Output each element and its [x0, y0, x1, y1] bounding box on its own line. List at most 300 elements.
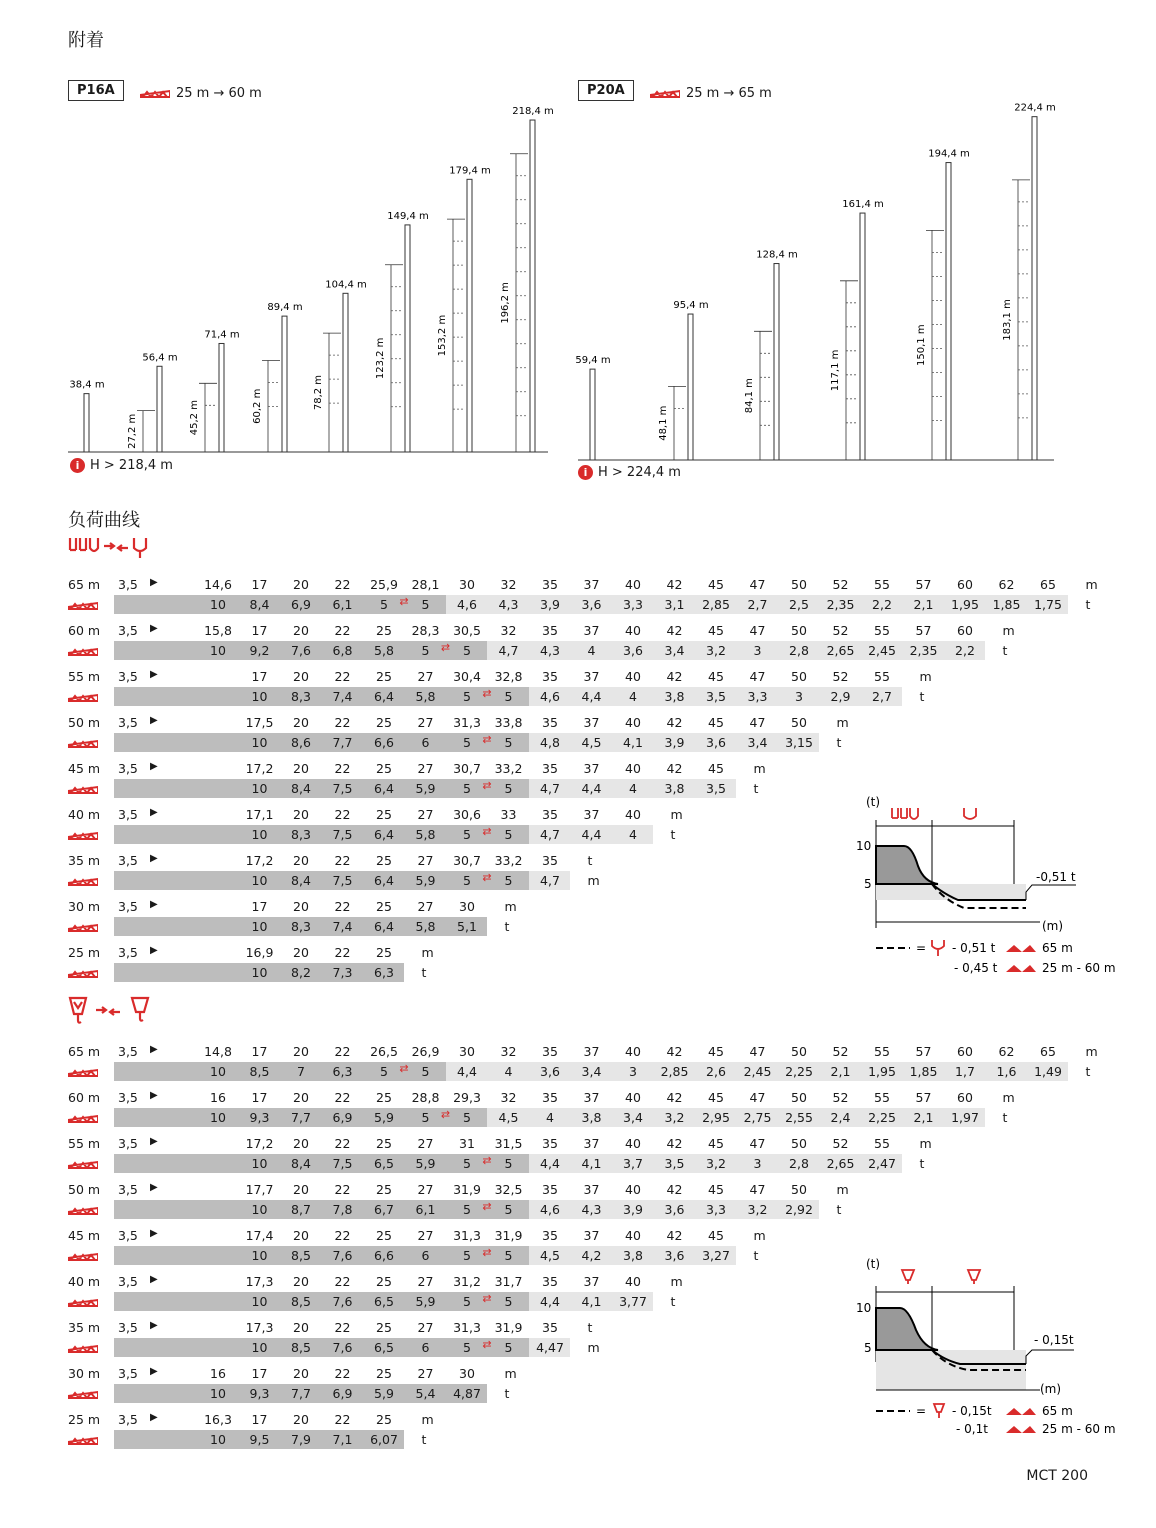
radius-value: 42: [666, 669, 683, 684]
load-value: 10: [251, 873, 268, 888]
radius-value: 27: [417, 899, 434, 914]
load-value: 10: [251, 1294, 268, 1309]
tower-height-label: 59,4 m: [575, 355, 611, 367]
load-value: 9,3: [249, 1110, 270, 1125]
load-value: 5: [504, 1294, 513, 1309]
load-value: 10: [251, 919, 268, 934]
load-value: 3,4: [664, 643, 685, 658]
radius-value: 25: [376, 1412, 392, 1427]
load-value: 4,6: [457, 597, 477, 612]
jib-range-text: 25 m → 60 m: [176, 86, 262, 101]
play-arrow-icon: ▶: [150, 669, 158, 680]
radius-value: 55: [874, 1044, 890, 1059]
page-title: 附着: [68, 30, 104, 51]
radius-value: 30: [459, 1366, 475, 1381]
tower-mast: [343, 293, 348, 452]
svg-text:=: =: [916, 941, 927, 955]
radius-value: 52: [832, 623, 849, 638]
load-value: 7,5: [332, 873, 353, 888]
tower-mast: [467, 179, 472, 452]
radius-value: 20: [293, 1412, 309, 1427]
load-value: 2,1: [913, 1110, 934, 1125]
radius-value: 47: [749, 1090, 766, 1105]
load-value: 7,6: [291, 643, 311, 658]
radius-value: 40: [625, 623, 641, 638]
radius-value: 30: [459, 899, 475, 914]
load-value: 5: [504, 1156, 513, 1171]
radius-value: 45: [708, 669, 724, 684]
radius-value: 47: [749, 1182, 766, 1197]
jib-length: 35 m: [68, 853, 101, 868]
radius-value: 17,2: [245, 1136, 274, 1151]
tie-height-label: 183,1 m: [1002, 299, 1013, 341]
svg-text:(t): (t): [866, 1257, 881, 1271]
height-note-text: H > 218,4 m: [90, 458, 173, 473]
load-value: 9,5: [249, 1432, 270, 1447]
play-arrow-icon: ▶: [150, 1412, 158, 1423]
tower-height-label: 56,4 m: [142, 352, 178, 364]
load-value: 2,9: [830, 689, 851, 704]
tower-height-label: 89,4 m: [267, 302, 303, 314]
jib-length: 65 m: [68, 1044, 101, 1059]
radius-value: 37: [583, 1044, 600, 1059]
jib-icon: [68, 1160, 98, 1169]
load-value: 7,7: [291, 1110, 311, 1125]
radius-value: 20: [293, 899, 309, 914]
unit-label: t: [836, 735, 842, 750]
load-value: 4,5: [540, 1248, 560, 1263]
radius-value: 30: [459, 1044, 475, 1059]
jib-icon: [68, 1298, 98, 1307]
play-arrow-icon: ▶: [150, 1090, 158, 1101]
radius-value: 60: [957, 1044, 973, 1059]
radius-value: 32: [500, 623, 517, 638]
load-value: 6,9: [332, 1386, 353, 1401]
radius-value: 17: [251, 899, 268, 914]
min-radius: 3,5: [118, 1228, 138, 1243]
load-value: 10: [210, 1110, 226, 1125]
play-arrow-icon: ▶: [150, 1136, 158, 1147]
min-radius: 3,5: [118, 899, 138, 914]
load-value: 4,4: [581, 781, 602, 796]
load-value: 2,4: [830, 1110, 851, 1125]
load-value: 3,6: [664, 1202, 685, 1217]
load-value: 3,8: [664, 781, 685, 796]
radius-value: 37: [583, 669, 600, 684]
tower-mast: [946, 163, 951, 460]
radius-value: 22: [334, 1320, 351, 1335]
load-value: 4,6: [540, 1202, 560, 1217]
radius-value: 45: [708, 1182, 724, 1197]
unit-label: t: [421, 965, 427, 980]
load-value: 10: [251, 1202, 268, 1217]
load-value: 3,7: [623, 1156, 643, 1171]
unit-label: t: [1085, 597, 1091, 612]
radius-value: 50: [791, 1136, 807, 1151]
radius-value: 30,7: [453, 853, 481, 868]
load-value: 3,4: [581, 1064, 602, 1079]
unit-label: t: [1002, 1110, 1008, 1125]
radius-value: 45: [708, 1044, 724, 1059]
radius-value: 22: [334, 853, 351, 868]
jib-icon: [68, 1114, 98, 1123]
load-value: 5: [463, 873, 471, 888]
radius-value: 20: [293, 1136, 309, 1151]
load-value: 6,3: [374, 965, 394, 980]
radius-value: 31,3: [453, 1320, 481, 1335]
unit-label: m: [1085, 577, 1098, 592]
radius-value: 14,8: [204, 1044, 232, 1059]
svg-text:- 0,45 t: - 0,45 t: [954, 961, 998, 975]
load-value: 10: [251, 827, 268, 842]
radius-value: 27: [417, 1274, 434, 1289]
unit-label: m: [1002, 1090, 1015, 1105]
load-value: 8,3: [291, 827, 311, 842]
load-value: 4,3: [540, 643, 560, 658]
load-value: 10: [210, 1432, 226, 1447]
tie-height-label: 117,1 m: [830, 349, 841, 392]
swap-icon: ⇄: [399, 1062, 409, 1075]
load-value: 5,8: [415, 919, 436, 934]
jib-icon: [68, 1206, 98, 1215]
jib-length: 60 m: [68, 623, 101, 638]
load-value: 6,3: [332, 1064, 353, 1079]
unit-label: t: [587, 1320, 593, 1335]
swap-icon: ⇄: [482, 733, 492, 746]
radius-value: 40: [625, 1044, 641, 1059]
min-radius: 3,5: [118, 1090, 138, 1105]
radius-value: 31,9: [494, 1228, 523, 1243]
jib-icon: [68, 1252, 98, 1261]
load-value: 5: [504, 735, 513, 750]
svg-text:65 m: 65 m: [1042, 1404, 1073, 1418]
radius-value: 22: [334, 1044, 351, 1059]
load-value: 6,1: [332, 597, 353, 612]
load-value: 2,25: [785, 1064, 813, 1079]
radius-value: 55: [874, 577, 890, 592]
load-value: 5: [380, 597, 388, 612]
load-diagram-2: [848, 1252, 1138, 1452]
unit-label: m: [753, 1228, 766, 1243]
radius-value: 32,8: [494, 669, 523, 684]
radius-value: 40: [625, 1090, 641, 1105]
svg-text:5: 5: [864, 1341, 872, 1355]
play-arrow-icon: ▶: [150, 577, 158, 588]
radius-value: 42: [666, 623, 683, 638]
unit-label: t: [504, 919, 510, 934]
swap-icon: ⇄: [482, 1338, 492, 1351]
radius-value: 15,8: [204, 623, 232, 638]
unit-label: m: [836, 1182, 849, 1197]
load-value: 6,4: [374, 827, 394, 842]
load-value: 5,9: [415, 873, 436, 888]
load-value: 2,5: [789, 597, 809, 612]
load-value: 3,3: [747, 689, 768, 704]
load-value: 10: [251, 689, 268, 704]
load-value: 5: [504, 1202, 513, 1217]
load-value: 2,85: [702, 597, 730, 612]
load-value: 3,2: [747, 1202, 768, 1217]
min-radius: 3,5: [118, 1366, 138, 1381]
load-value: 5: [421, 1064, 430, 1079]
unit-label: m: [836, 715, 849, 730]
min-radius: 3,5: [118, 1182, 138, 1197]
swap-icon: ⇄: [482, 779, 492, 792]
load-value: 3: [753, 1156, 762, 1171]
jib-length: 50 m: [68, 715, 101, 730]
radius-value: 35: [542, 669, 558, 684]
load-value: 4: [629, 827, 637, 842]
jib-length: 35 m: [68, 1320, 101, 1335]
jib-icon: [68, 1390, 98, 1399]
load-value: 5: [504, 781, 513, 796]
load-row: [0, 623, 1156, 663]
load-value: 10: [251, 965, 268, 980]
height-note-text: H > 224,4 m: [598, 465, 681, 480]
load-value: 4,5: [498, 1110, 519, 1125]
radius-value: 33,2: [494, 761, 523, 776]
radius-value: 22: [334, 623, 351, 638]
load-value: 6: [421, 1340, 430, 1355]
load-value: 4,3: [581, 1202, 602, 1217]
load-value: 4,7: [540, 781, 560, 796]
radius-value: 35: [542, 1044, 558, 1059]
load-value: 4,7: [540, 827, 560, 842]
load-value: 8,5: [291, 1340, 311, 1355]
radius-value: 16: [210, 1366, 226, 1381]
radius-value: 45: [708, 1228, 724, 1243]
tower-mast: [688, 314, 693, 460]
swap-icon: ⇄: [482, 687, 492, 700]
load-value: 3,9: [664, 735, 685, 750]
unit-label: m: [919, 1136, 932, 1151]
load-value: 7,8: [332, 1202, 353, 1217]
radius-value: 32,5: [494, 1182, 523, 1197]
config-label-left: P16A: [68, 80, 124, 101]
unit-label: m: [504, 899, 517, 914]
load-value: 5: [421, 597, 430, 612]
play-arrow-icon: ▶: [150, 945, 158, 956]
load-value: 2,75: [743, 1110, 772, 1125]
radius-value: 32: [500, 577, 517, 592]
radius-value: 22: [334, 1366, 351, 1381]
min-radius: 3,5: [118, 715, 138, 730]
unit-label: t: [421, 1432, 427, 1447]
svg-text:- 0,1t: - 0,1t: [956, 1422, 988, 1436]
load-value: 10: [251, 735, 268, 750]
unit-label: t: [504, 1386, 510, 1401]
jib-icon: [68, 831, 98, 840]
radius-value: 17: [251, 1412, 268, 1427]
load-value: 2,2: [955, 643, 975, 658]
load-value: 2,95: [702, 1110, 730, 1125]
unit-label: m: [1002, 623, 1015, 638]
radius-value: 42: [666, 761, 683, 776]
load-value: 4: [546, 1110, 554, 1125]
jib-icon: [68, 693, 98, 702]
load-value: 4: [629, 689, 637, 704]
unit-label: t: [753, 1248, 759, 1263]
load-value: 7,3: [332, 965, 353, 980]
jib-length: 40 m: [68, 807, 101, 822]
load-value: 5,8: [374, 643, 394, 658]
load-value: 3: [629, 1064, 637, 1079]
min-radius: 3,5: [118, 669, 138, 684]
load-value: 5,9: [374, 1110, 394, 1125]
load-value: 6: [421, 1248, 430, 1263]
tower-mast: [219, 343, 224, 452]
tower-height-label: 194,4 m: [928, 148, 970, 160]
svg-text:=: =: [916, 1404, 927, 1418]
load-value: 6,9: [332, 1110, 353, 1125]
load-value: 10: [210, 643, 226, 658]
radius-value: 31,9: [453, 1182, 481, 1197]
unit-label: m: [587, 873, 600, 888]
radius-value: 17,5: [245, 715, 274, 730]
radius-value: 65: [1040, 1044, 1056, 1059]
radius-value: 25: [376, 1274, 392, 1289]
radius-value: 35: [542, 761, 558, 776]
radius-value: 30,6: [453, 807, 481, 822]
load-value: 4,1: [581, 1156, 602, 1171]
load-value: 2,25: [868, 1110, 896, 1125]
radius-value: 20: [293, 1182, 309, 1197]
load-value: 8,2: [291, 965, 311, 980]
load-value: 8,4: [291, 1156, 311, 1171]
load-value: 8,4: [291, 781, 311, 796]
radius-value: 17: [251, 577, 268, 592]
radius-value: 37: [583, 807, 600, 822]
load-value: 7,9: [291, 1432, 311, 1447]
load-value: 9,2: [249, 643, 270, 658]
radius-value: 25: [376, 761, 392, 776]
radius-value: 37: [583, 715, 600, 730]
load-value: 5,9: [374, 1386, 394, 1401]
jib-icon: [68, 969, 98, 978]
radius-value: 17,4: [245, 1228, 274, 1243]
radius-value: 32: [500, 1044, 517, 1059]
radius-value: 20: [293, 577, 309, 592]
load-value: 5,9: [415, 781, 436, 796]
load-value: 10: [251, 781, 268, 796]
load-value: 5: [463, 827, 471, 842]
min-radius: 3,5: [118, 945, 138, 960]
play-arrow-icon: ▶: [150, 761, 158, 772]
swap-icon: ⇄: [440, 641, 451, 654]
tower-mast: [405, 225, 410, 452]
load-value: 4,3: [498, 597, 519, 612]
load-value: 5: [504, 689, 513, 704]
load-value: 6,5: [374, 1294, 394, 1309]
tie-height-label: 60,2 m: [252, 388, 263, 424]
radius-value: 20: [293, 807, 309, 822]
radius-value: 37: [583, 761, 600, 776]
tie-height-label: 153,2 m: [437, 314, 448, 357]
load-value: 6,6: [374, 1248, 394, 1263]
load-value: 4: [587, 643, 596, 658]
radius-value: 27: [417, 1320, 434, 1335]
load-value: 8,4: [249, 597, 270, 612]
info-icon: i: [70, 458, 85, 473]
jib-length: 30 m: [68, 899, 101, 914]
load-value: 2,6: [706, 1064, 726, 1079]
radius-value: 25: [376, 899, 392, 914]
load-value: 2,1: [913, 597, 934, 612]
radius-value: 31,5: [494, 1136, 523, 1151]
load-value: 7,7: [291, 1386, 311, 1401]
load-value: 2,65: [826, 643, 855, 658]
trolley-icon: [892, 808, 976, 819]
height-note-left: [70, 458, 173, 473]
swap-icon: ⇄: [482, 871, 492, 884]
radius-value: 20: [293, 1228, 309, 1243]
tie-height-label: 123,2 m: [375, 337, 386, 380]
tower-mast: [860, 213, 865, 460]
jib-icon: [68, 877, 98, 886]
load-value: 6,4: [374, 873, 394, 888]
hook-icon: [902, 1270, 980, 1284]
radius-value: 22: [334, 945, 351, 960]
load-value: 2,7: [747, 597, 768, 612]
radius-value: 50: [791, 577, 807, 592]
unit-label: m: [421, 1412, 434, 1427]
radius-value: 22: [334, 807, 351, 822]
load-value: 6,1: [415, 1202, 436, 1217]
radius-value: 25: [376, 623, 392, 638]
jib-range-text: 25 m → 65 m: [686, 86, 772, 101]
load-value: 6,5: [374, 1156, 394, 1171]
radius-value: 62: [998, 1044, 1015, 1059]
load-value: 5: [504, 1248, 513, 1263]
radius-value: 55: [874, 669, 890, 684]
swap-icon: ⇄: [482, 1246, 492, 1259]
radius-value: 42: [666, 1136, 683, 1151]
radius-value: 40: [625, 1182, 641, 1197]
load-value: 3,8: [581, 1110, 602, 1125]
jib-icon: [68, 1436, 98, 1445]
load-value: 4,87: [453, 1386, 481, 1401]
load-value: 3,8: [664, 689, 685, 704]
radius-value: 62: [998, 577, 1015, 592]
radius-value: 27: [417, 1136, 434, 1151]
load-value: 3,6: [664, 1248, 685, 1263]
tower-mast: [774, 264, 779, 460]
load-value: 2,85: [660, 1064, 689, 1079]
load-row: [0, 1090, 1156, 1130]
load-row: [0, 1044, 1156, 1084]
load-value: 10: [210, 1386, 226, 1401]
load-value: 3,5: [706, 689, 726, 704]
play-arrow-icon: ▶: [150, 1182, 158, 1193]
radius-value: 25,9: [370, 577, 398, 592]
play-arrow-icon: ▶: [150, 853, 158, 864]
load-value: 4,4: [581, 827, 602, 842]
load-value: 5: [463, 1248, 471, 1263]
radius-value: 22: [334, 715, 351, 730]
load-value: 5: [463, 735, 471, 750]
jib-length: 50 m: [68, 1182, 101, 1197]
radius-value: 22: [334, 1228, 351, 1243]
min-radius: 3,5: [118, 1274, 138, 1289]
tie-height-label: 45,2 m: [189, 400, 200, 436]
load-value: 3,77: [619, 1294, 647, 1309]
radius-value: 22: [334, 1274, 351, 1289]
jib-length: 45 m: [68, 1228, 101, 1243]
min-radius: 3,5: [118, 1320, 138, 1335]
radius-value: 45: [708, 1090, 724, 1105]
radius-value: 16: [210, 1090, 226, 1105]
load-value: 3,9: [623, 1202, 643, 1217]
